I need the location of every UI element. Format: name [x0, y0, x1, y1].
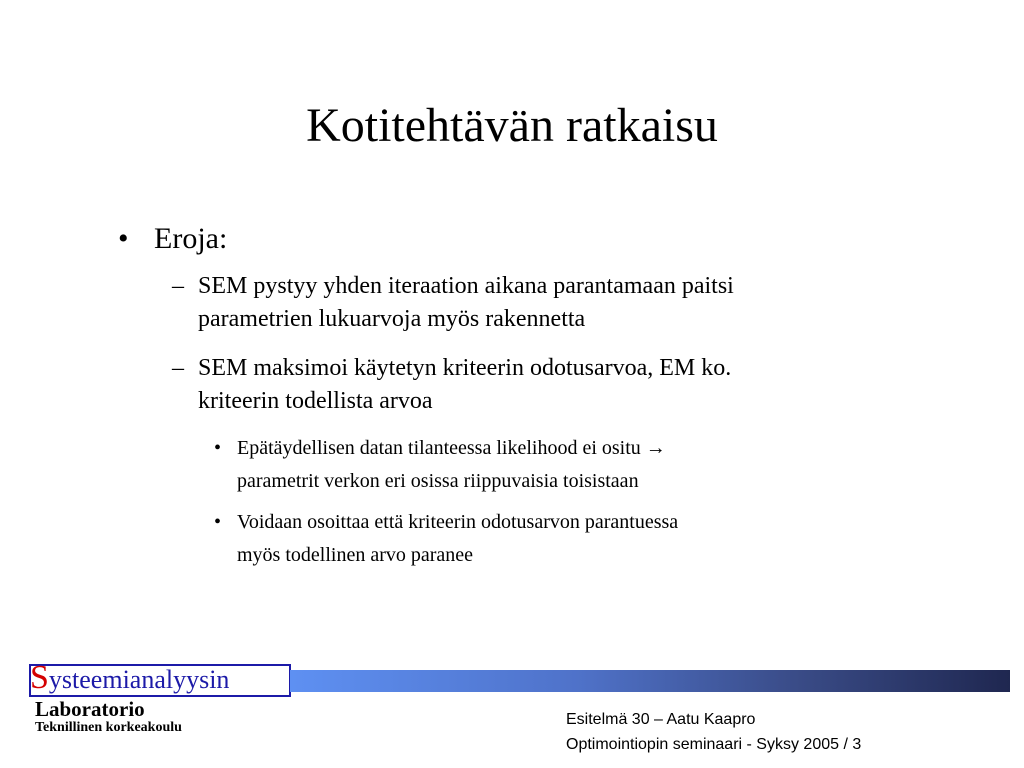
sub-bullet-line: Epätäydellisen datan tilanteessa likelihood ei ositu →	[237, 437, 666, 459]
logo-laboratorio: Laboratorio	[35, 697, 145, 721]
dash-marker: –	[172, 273, 184, 299]
sub-bullet-line: myös todellinen arvo paranee	[237, 544, 474, 566]
footer-gradient-bar	[290, 670, 1010, 692]
sub-bullet-line: parametrit verkon eri osissa riippuvaisia toisistaan	[237, 470, 639, 492]
dash-item	[172, 270, 912, 336]
logo-rest: ysteemianalyysin	[48, 665, 230, 694]
sub-bullet-marker: •	[214, 437, 222, 459]
dash-item-line: SEM maksimoi käytetyn kriteerin odotusarvoa, EM ko.	[198, 355, 732, 381]
logo-wordmark	[30, 659, 230, 696]
logo-university: Teknillinen korkeakoulu	[35, 720, 182, 735]
dash-item-line: kriteerin todellista arvoa	[198, 388, 433, 414]
bullet-marker: •	[118, 222, 129, 255]
bullet-text: Eroja:	[154, 222, 228, 255]
footer-seminar: Optimointiopin seminaari - Syksy 2005 / 3	[566, 736, 862, 753]
sub-bullet-item	[214, 506, 894, 572]
logo-initial: S	[30, 659, 49, 696]
dash-item-line: parametrien lukuarvoja myös rakennetta	[198, 306, 586, 332]
dash-marker: –	[172, 355, 184, 381]
bullet-eroja	[118, 220, 227, 258]
sub-bullet-line: Voidaan osoittaa että kriteerin odotusarvon parantuessa	[237, 511, 679, 533]
footer-info	[566, 707, 861, 757]
footer-presentation: Esitelmä 30 – Aatu Kaapro	[566, 711, 756, 728]
sub-bullet-item	[214, 432, 894, 498]
dash-item	[172, 352, 912, 418]
dash-item-line: SEM pystyy yhden iteraation aikana parantamaan paitsi	[198, 273, 734, 299]
sub-bullet-marker: •	[214, 511, 222, 533]
slide-title: Kotitehtävän ratkaisu	[306, 99, 718, 152]
